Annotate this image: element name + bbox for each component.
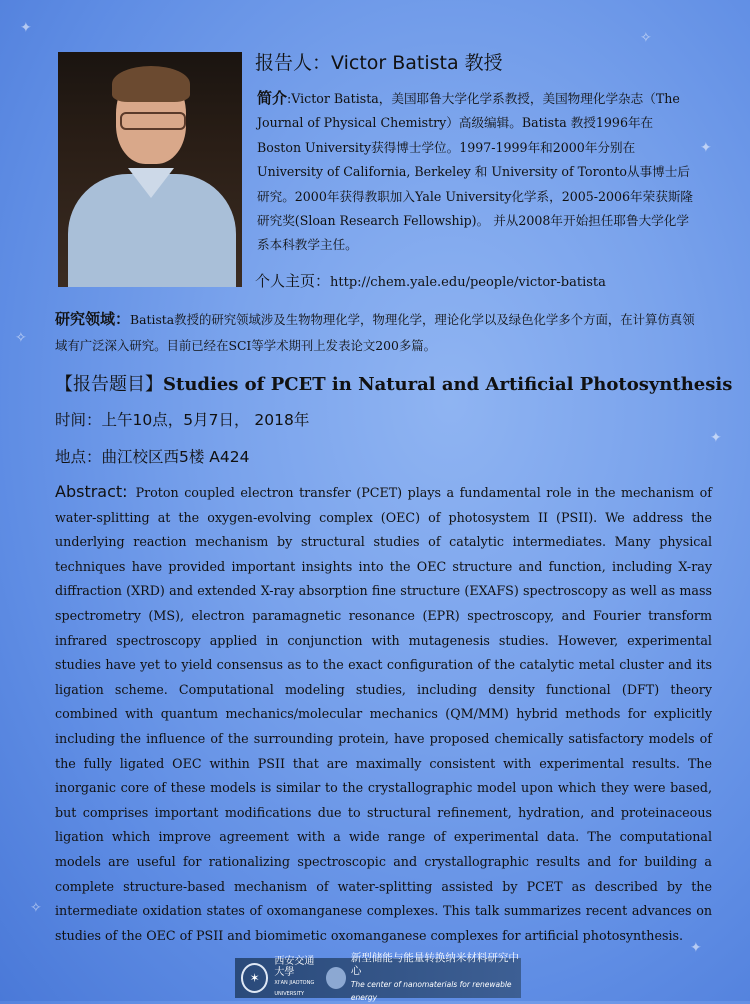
bio-label: 简介 <box>257 89 288 107</box>
center-name <box>351 952 521 1004</box>
abstract-section <box>55 480 712 948</box>
decorative-star: ✦ <box>20 20 32 36</box>
talk-label: 【报告题目】 <box>55 374 163 395</box>
bio-text: :Victor Batista，美国耶鲁大学化学系教授，美国物理化学杂志（The Journal of Physical Chemistry）高级编辑。Batista 教授1996年在Boston University获得博士学位。1997-1999年和2000年分别在University of California, Berkeley 和 University of Toronto从事博士后研究。2000年获得教职加入Yale University化学系，2005-2006年荣获斯隆研究奖(Sloan Research Fellowship)。 并从2008年开始担任耶鲁大学化学系本科教学主任。 <box>257 91 694 253</box>
center-name-en: The center of nanomaterials for renewable energy <box>350 980 512 1002</box>
university-name: 西安交通大學 <box>274 956 315 978</box>
research-text: Batista教授的研究领域涉及生物物理化学，物理化学，理论化学以及绿色化学多个方面，在计算仿真领域有广泛深入研究。目前已经在SCI等学术期刊上发表论文200多篇。 <box>55 312 695 353</box>
speaker-photo <box>58 52 242 287</box>
abstract-text: Proton coupled electron transfer (PCET) plays a fundamental role in the mechanism of water-splitting at the oxygen-evolving complex (OEC) of photosystem II (PSII). We address the underlying reaction mechanism by structural studies of catalytic intermediates. Many physical techniques have provided important insights into the OEC structure and function, including X-ray diffraction (XRD) and extended X-ray absorption fine structure (EXAFS) spectroscopy as well as mass spectrometry (MS), electron paramagnetic resonance (EPR) spectroscopy, and Fourier transform infrared spectroscopy applied in conjunction with mutagenesis studies. However, experimental studies have yet to yield consensus as to the exact configuration of the catalytic metal cluster and its ligation scheme. Computational modeling studies, including density functional (DFT) theory combined with quantum mechanics/molecular mechanics (QM/MM) hybrid methods for explicitly including the influence of the surrounding protein, have proposed chemically satisfactory models of the fully ligated OEC within PSII that are maximally consistent with experimental results. The inorganic core of these models is similar to the crystallographic model upon which they were based, but comprises important modifications due to structural refinement, hydration, and proteinaceous ligation which improve agreement with a wide range of experimental data. The computational models are useful for rationalizing spectroscopic and crystallographic results and for building a complete structure-based mechanism of water-splitting assisted by PCET as described by the intermediate oxidation states of oxomanganese complexes. This talk summarizes recent advances on studies of the OEC of PSII and biomimetic oxomanganese complexes for artificial photosynthesis. <box>55 485 712 943</box>
decorative-star: ✦ <box>710 430 722 446</box>
center-logo-icon <box>326 967 346 989</box>
center-name-cn: 新型储能与能量转换纳米材料研究中心 <box>350 952 519 977</box>
university-logo <box>274 956 321 1000</box>
talk-place: 地点：曲江校区西5楼 A424 <box>55 448 250 466</box>
talk-title <box>55 370 732 396</box>
abstract-label: Abstract: <box>55 482 128 501</box>
research-section <box>55 306 705 359</box>
decorative-star: ✦ <box>700 140 712 156</box>
university-name-en: XI'AN JIAOTONG UNIVERSITY <box>274 980 315 997</box>
footer-banner <box>235 952 521 1002</box>
speaker-name <box>255 48 503 75</box>
university-seal-icon: ✶ <box>241 963 268 993</box>
decorative-star: ✦ <box>690 940 702 956</box>
decorative-star: ✧ <box>30 900 42 916</box>
bio-section <box>257 86 697 258</box>
speaker-name-text: Victor Batista 教授 <box>331 52 503 74</box>
talk-time: 时间：上午10点，5月7日， 2018年 <box>55 411 310 429</box>
homepage-section <box>255 270 606 291</box>
homepage-label: 个人主页： <box>255 272 331 290</box>
talk-title-text: Studies of PCET in Natural and Artificial Photosynthesis <box>163 374 733 395</box>
speaker-label: 报告人： <box>255 52 332 74</box>
homepage-link[interactable]: http://chem.yale.edu/people/victor-batista <box>330 275 606 290</box>
decorative-star: ✧ <box>15 330 27 346</box>
decorative-star: ✧ <box>640 30 652 46</box>
research-label: 研究领域： <box>55 310 131 328</box>
